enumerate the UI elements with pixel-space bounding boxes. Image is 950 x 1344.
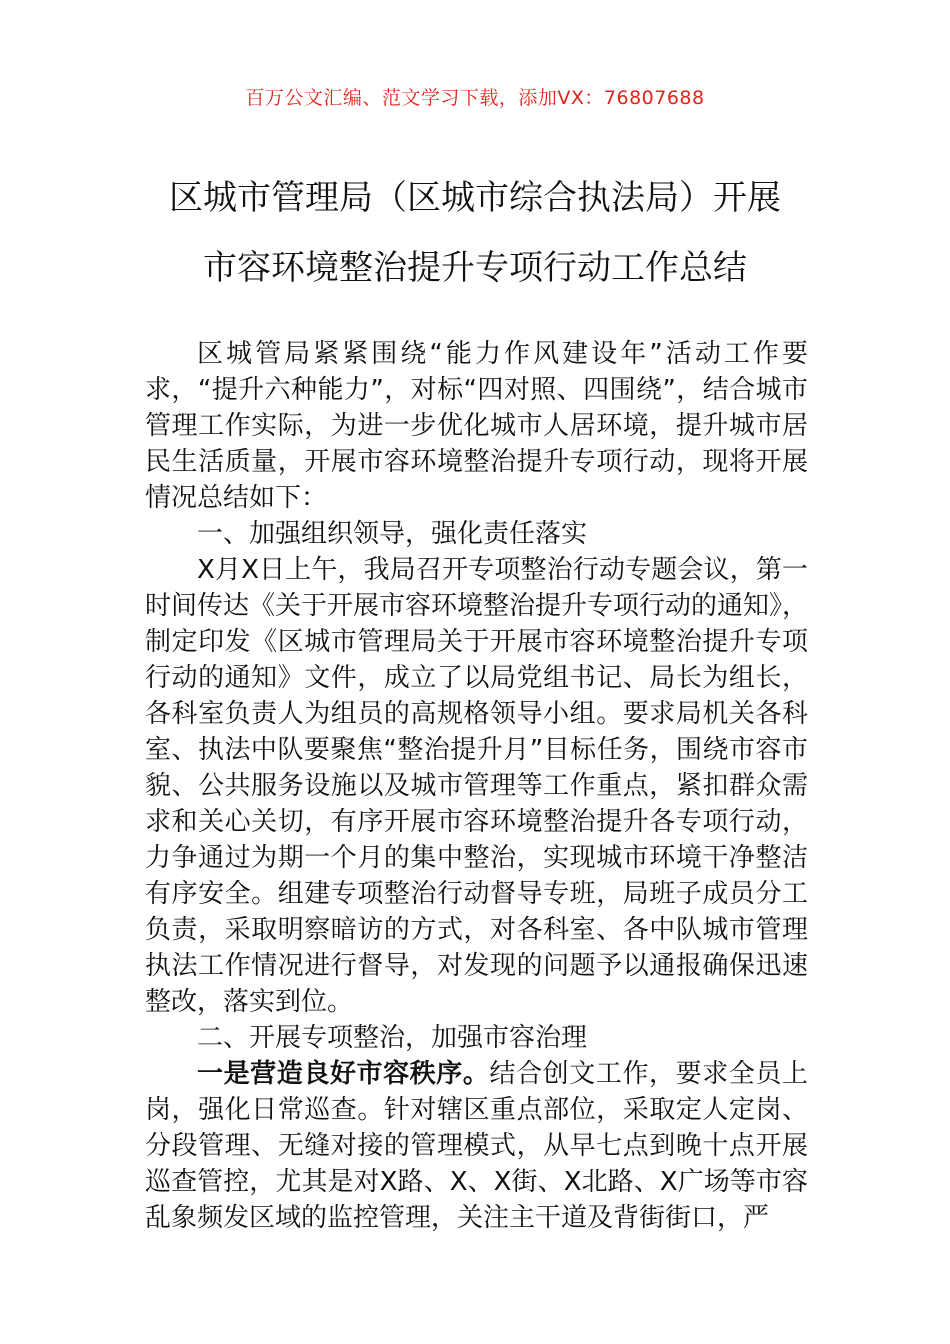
document-title-line-1: 区城市管理局（区城市综合执法局）开展 <box>169 178 781 218</box>
section-2-paragraph <box>145 1056 808 1236</box>
section-1-paragraph: X月X日上午，我局召开专项整治行动专题会议，第一时间传达《关于开展市容环境整治提升专项行动的通知》，制定印发《区城市管理局关于开展市容环境整治提升专项行动的通知》文件，成立了以局党组书记、局长为组长，各科室负责人为组员的高规格领导小组。要求局机关各科室、执法中队要聚焦“整治提升月”目标任务，围绕市容市貌、公共服务设施以及城市管理等工作重点，紧扣群众需求和关心关切，有序开展市容环境整治提升各专项行动，力争通过为期一个月的集中整治，实现城市环境干净整洁有序安全。组建专项整治行动督导专班，局班子成员分工负责，采取明察暗访的方式，对各科室、各中队城市管理执法工作情况进行督导，对发现的问题予以通报确保迅速整改，落实到位。 <box>145 555 809 1017</box>
document-body <box>145 336 808 1236</box>
intro-paragraph: 区城管局紧紧围绕“能力作风建设年”活动工作要求，“提升六种能力”，对标“四对照、四围绕”，结合城市管理工作实际，为进一步优化城市人居环境，提升城市居民生活质量，开展市容环境整治提升专项行动，现将开展情况总结如下： <box>145 339 808 513</box>
document-title-line-2: 市容环境整治提升专项行动工作总结 <box>203 248 747 288</box>
section-1-heading: 一、加强组织领导，强化责任落实 <box>197 519 588 549</box>
section-2-lead: 一是营造良好市容秩序。 <box>197 1059 490 1089</box>
section-2-heading: 二、开展专项整治，加强市容治理 <box>197 1023 588 1053</box>
section-2-text: 结合创文工作，要求全员上岗，强化日常巡查。针对辖区重点部位，采取定人定岗、分段管理、无缝对接的管理模式，从早七点到晚十点开展巡查管控，尤其是对X路、X、X街、X北路、X广场等市容乱象频发区域的监控管理，关注主干道及背街街口，严 <box>145 1059 808 1233</box>
header-note: 百万公文汇编、范文学习下载，添加VX：76807688 <box>245 87 705 109</box>
